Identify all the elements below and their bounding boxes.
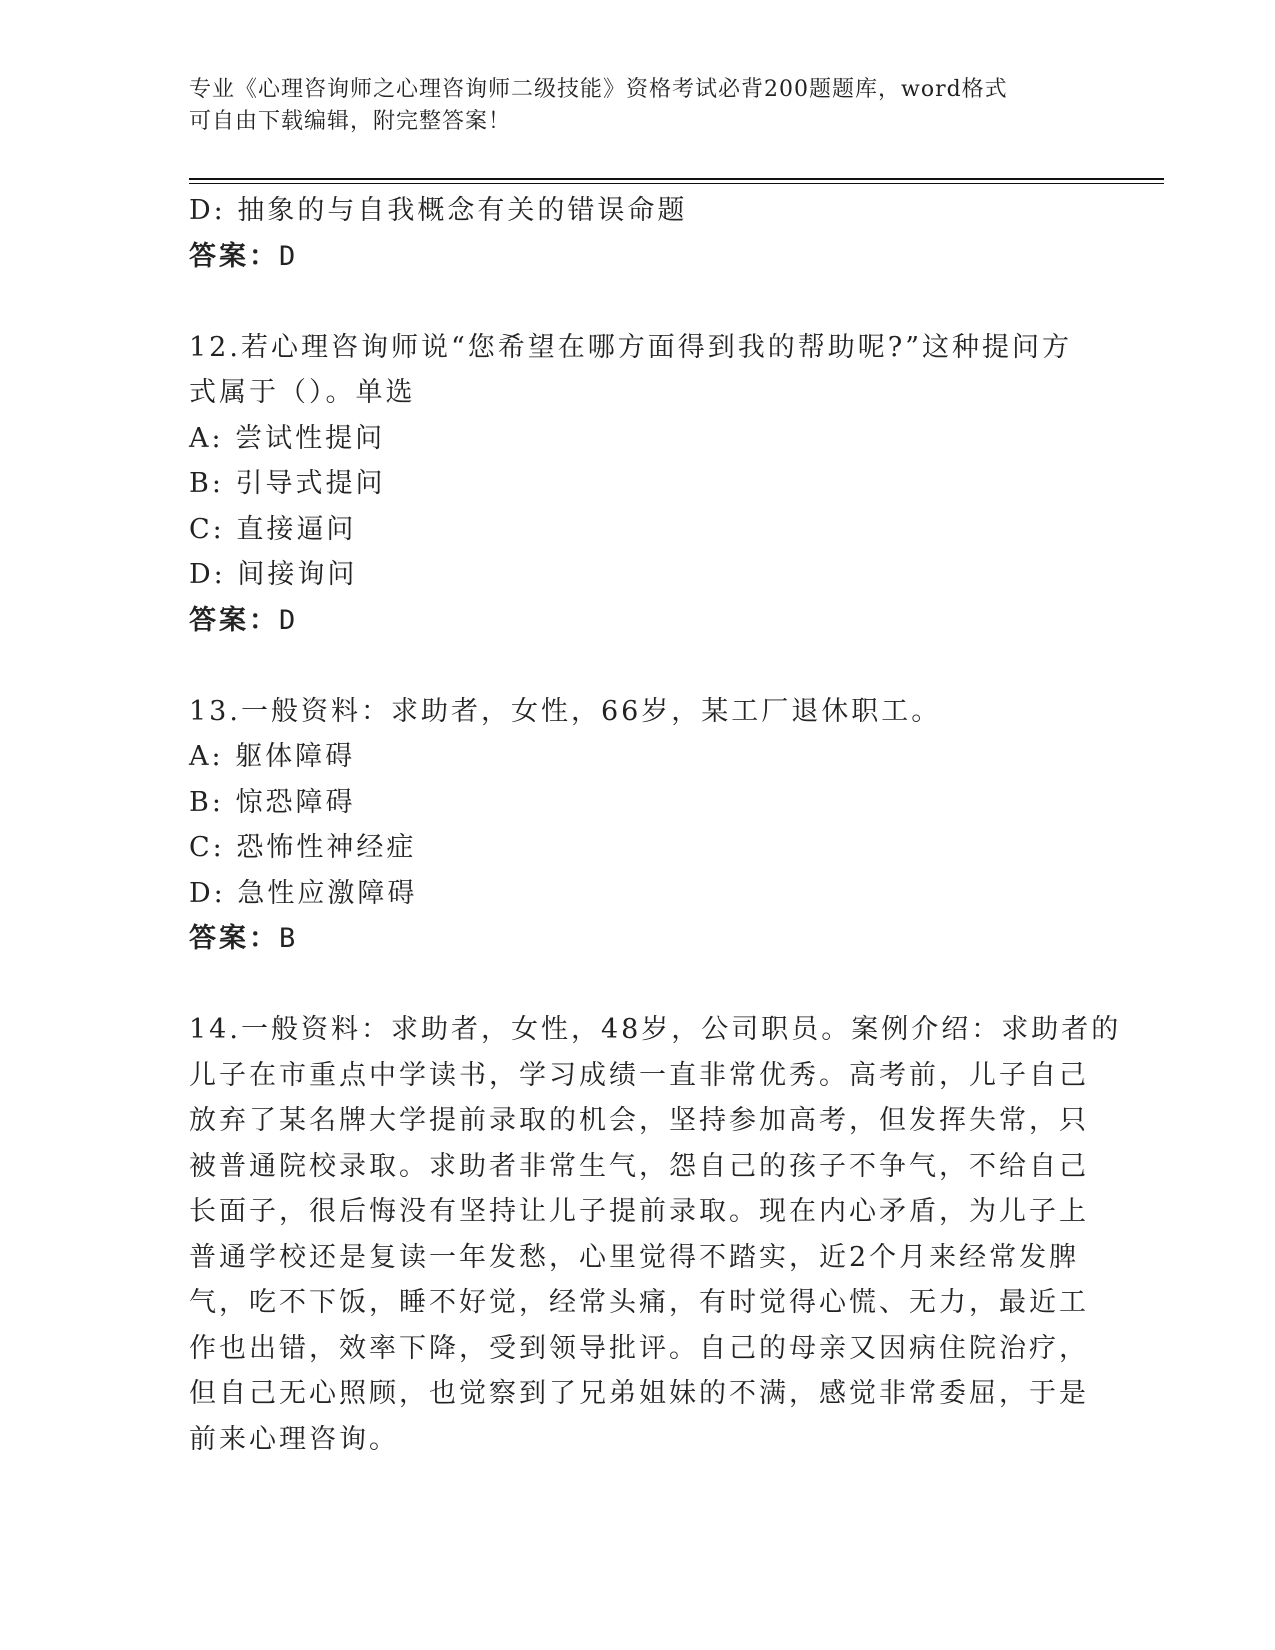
spacer bbox=[189, 962, 1089, 1008]
q12-option-b: B: 引导式提问 bbox=[189, 468, 386, 499]
q14-text-line: 长面子，很后悔没有坚持让儿子提前录取。现在内心矛盾，为儿子上 bbox=[189, 1196, 1089, 1227]
q12-option-d: D: 间接询问 bbox=[189, 559, 358, 590]
q12-option-a: A: 尝试性提问 bbox=[189, 422, 386, 454]
q14-text-line: 但自己无心照顾，也觉察到了兄弟姐妹的不满，感觉非常委屈，于是 bbox=[189, 1378, 1089, 1409]
q14-text-line: 作也出错，效率下降，受到领导批评。自己的母亲又因病住院治疗， bbox=[189, 1332, 1089, 1364]
page-header bbox=[189, 74, 1069, 138]
q14-text-line: 被普通院校录取。求助者非常生气，怨自己的孩子不争气，不给自己 bbox=[189, 1150, 1089, 1182]
q12-answer bbox=[189, 598, 1089, 644]
q11-answer bbox=[189, 234, 1089, 280]
header-divider-thick bbox=[189, 178, 1164, 180]
q13-option-d: D: 急性应激障碍 bbox=[189, 877, 418, 909]
q14-text-line: 气，吃不下饭，睡不好觉，经常头痛，有时觉得心慌、无力，最近工 bbox=[189, 1287, 1089, 1318]
question-13 bbox=[189, 689, 1089, 962]
q11-option-d: D: 抽象的与自我概念有关的错误命题 bbox=[189, 195, 688, 226]
question-11 bbox=[189, 188, 1089, 279]
q13-answer-value: B bbox=[279, 923, 299, 954]
question-content bbox=[189, 188, 1122, 1462]
q13-stem-line-1: 13.一般资料：求助者，女性，66岁，某工厂退休职工。 bbox=[189, 695, 942, 727]
question-14 bbox=[189, 1007, 1122, 1462]
spacer bbox=[189, 279, 1089, 325]
q13-option-a: A: 躯体障碍 bbox=[189, 741, 356, 772]
q14-text-line: 放弃了某名牌大学提前录取的机会，坚持参加高考，但发挥失常，只 bbox=[189, 1105, 1089, 1136]
spacer bbox=[189, 643, 1089, 689]
q13-answer-label: 答案： bbox=[189, 923, 279, 954]
q11-answer-value: D bbox=[279, 240, 299, 272]
q14-text-line: 儿子在市重点中学读书，学习成绩一直非常优秀。高考前，儿子自己 bbox=[189, 1059, 1089, 1091]
q12-option-c: C: 直接逼问 bbox=[189, 513, 357, 545]
header-divider-thin bbox=[189, 183, 1164, 184]
q13-option-c: C: 恐怖性神经症 bbox=[189, 832, 417, 863]
header-title-line-1: 专业《心理咨询师之心理咨询师二级技能》资格考试必背200题题库，word格式 bbox=[189, 77, 1008, 102]
header-title-line-2: 可自由下载编辑，附完整答案！ bbox=[189, 109, 512, 134]
q13-option-b: B: 惊恐障碍 bbox=[189, 786, 356, 818]
q12-stem-line-2: 式属于（）。单选 bbox=[189, 377, 416, 408]
q12-stem-line-1: 12.若心理咨询师说“您希望在哪方面得到我的帮助呢?”这种提问方 bbox=[189, 331, 1073, 363]
q14-text-line: 前来心理咨询。 bbox=[189, 1423, 399, 1455]
q14-text-line: 普通学校还是复读一年发愁，心里觉得不踏实，近2个月来经常发脾 bbox=[189, 1241, 1080, 1273]
question-12 bbox=[189, 325, 1089, 644]
q11-answer-label: 答案： bbox=[189, 240, 279, 272]
q12-answer-label: 答案： bbox=[189, 604, 279, 636]
q14-text-line: 14.一般资料：求助者，女性，48岁，公司职员。案例介绍：求助者的 bbox=[189, 1014, 1122, 1045]
q12-answer-value: D bbox=[279, 604, 299, 636]
q13-answer bbox=[189, 916, 1089, 962]
